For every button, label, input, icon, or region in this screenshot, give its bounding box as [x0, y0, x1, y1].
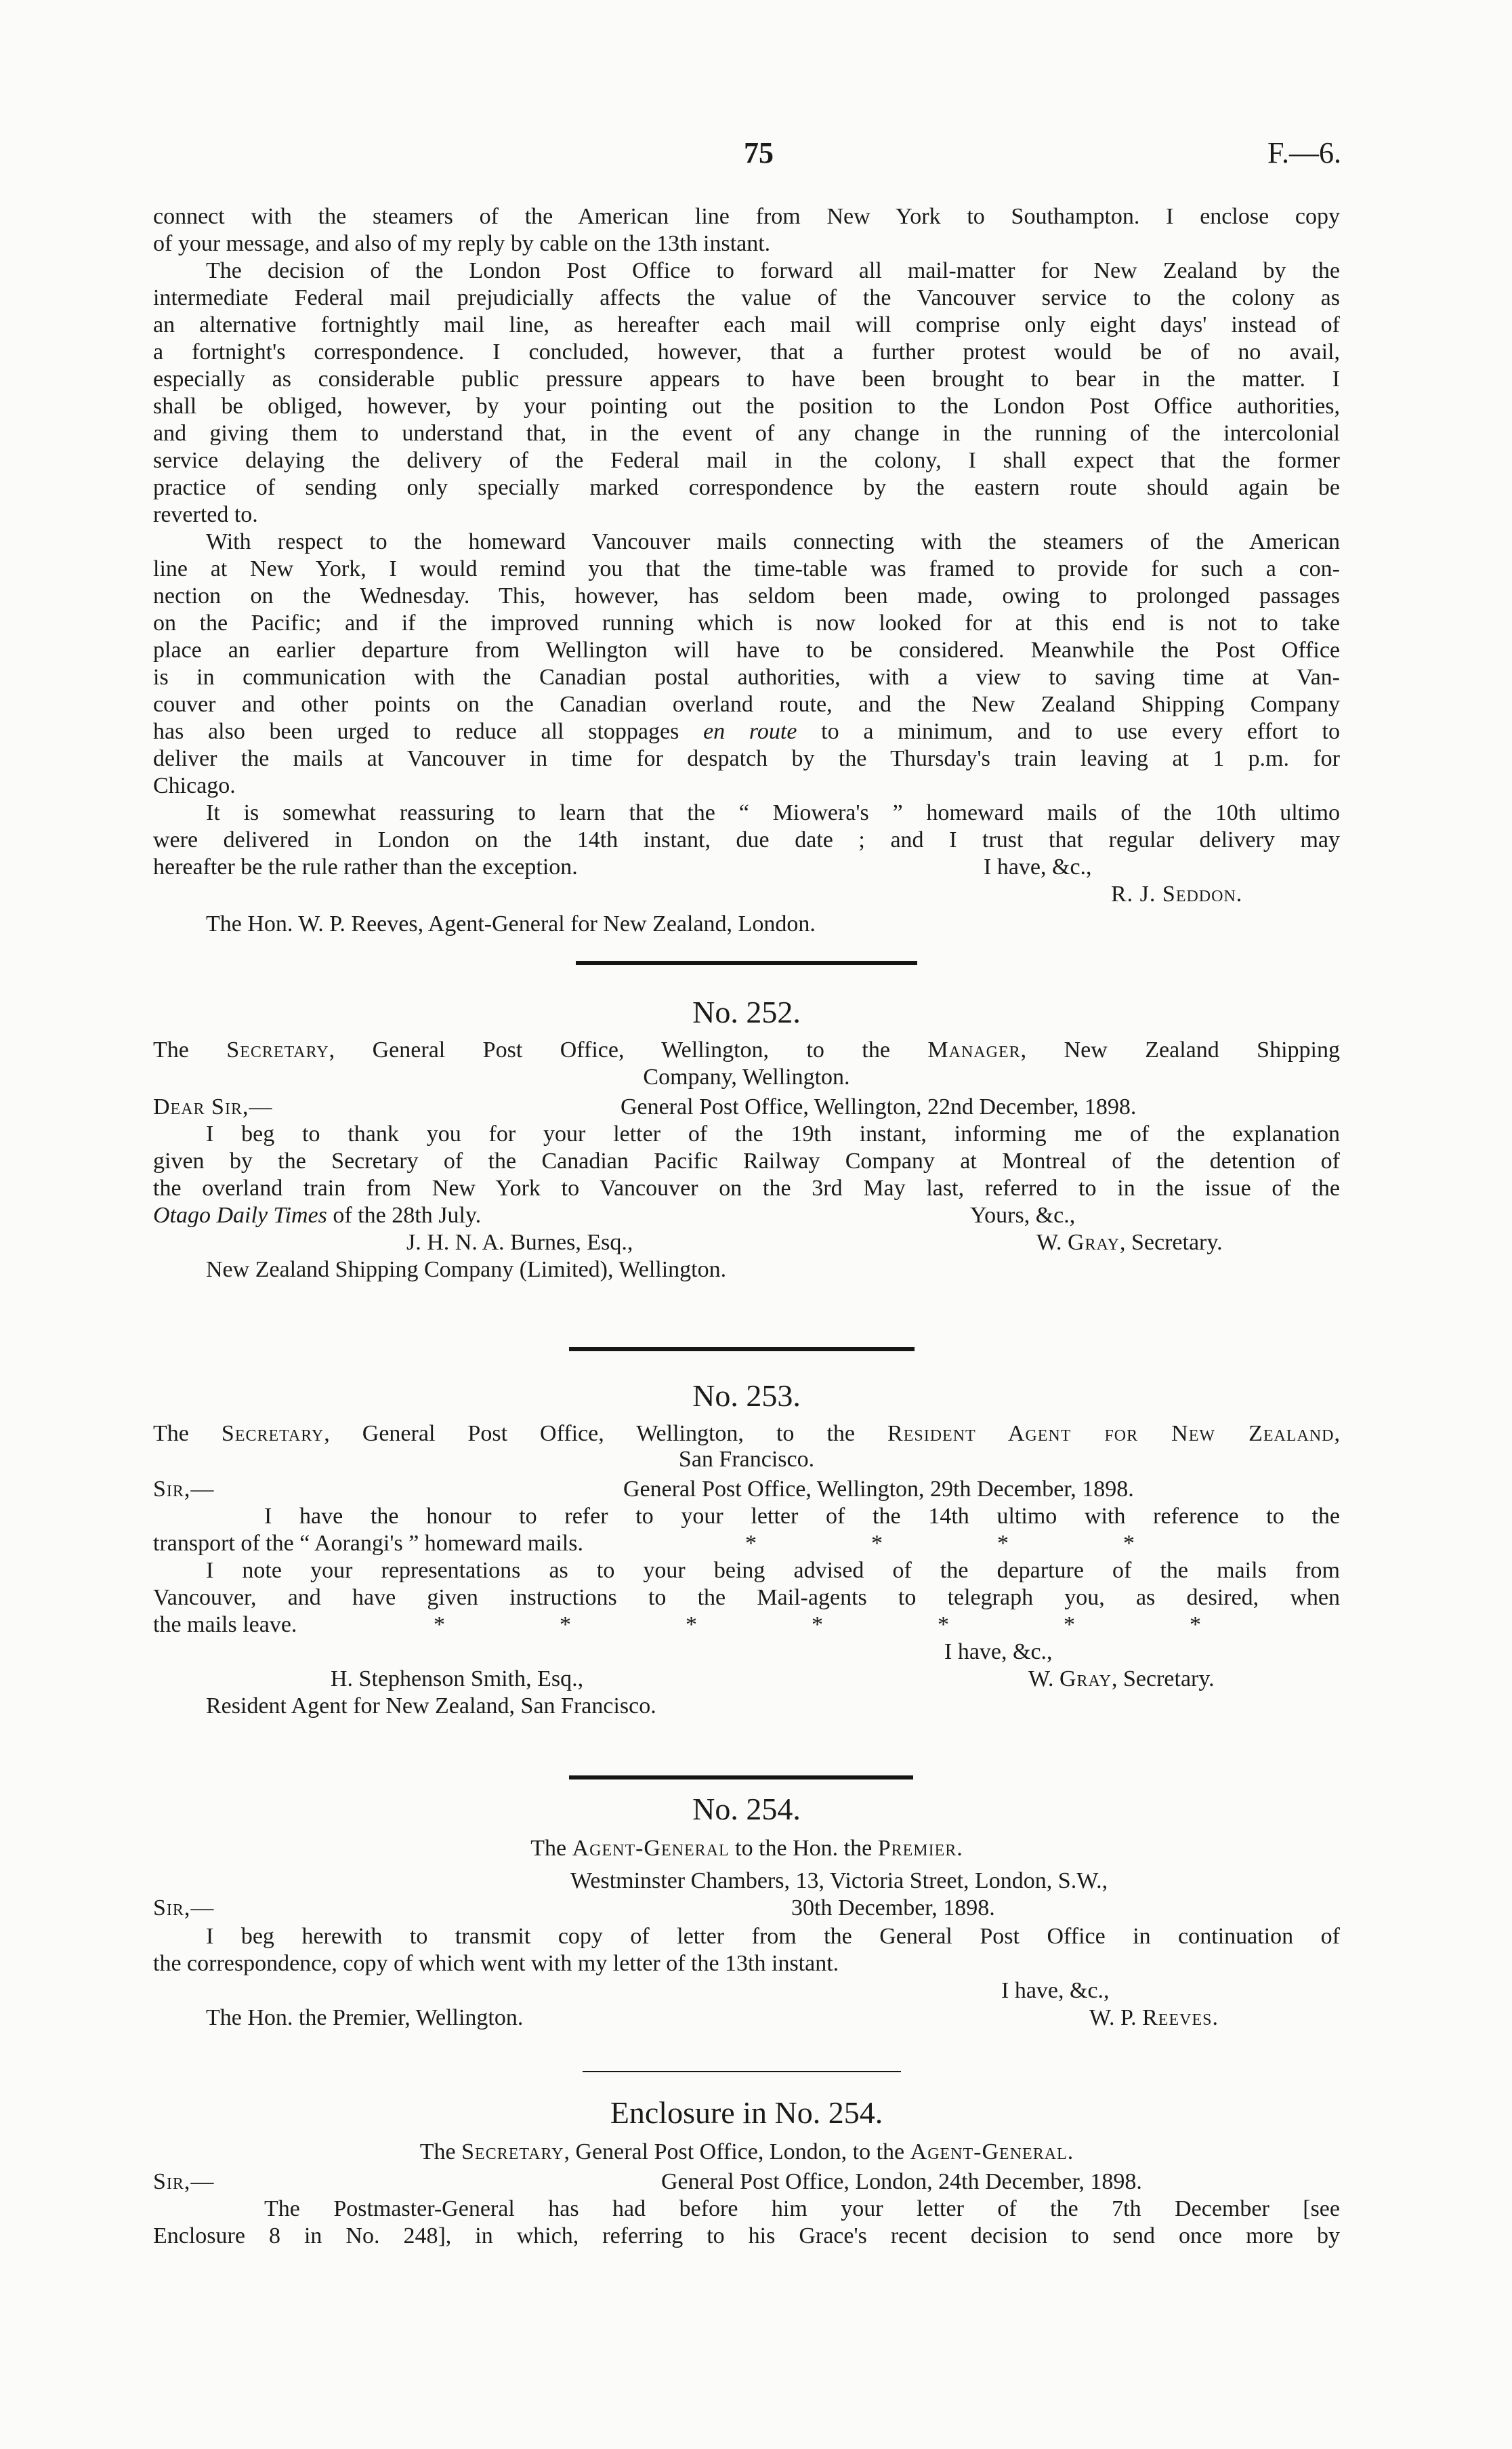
salutation: Sir,—	[153, 1477, 215, 1502]
dateline: General Post Office, London, 24th December, 1898.	[661, 2169, 1142, 2194]
address: Resident Agent for New Zealand, San Francisco.	[206, 1693, 656, 1719]
text-line: deliver the mails at Vancouver in time for despatch by the Thursday's train leaving at 1 p.m. for	[153, 746, 1340, 771]
section-heading: Company, Wellington.	[643, 1065, 850, 1090]
salutation: Sir,—	[153, 1895, 215, 1920]
text-line: The Postmaster-General has had before him your letter of the 7th December [see	[264, 2196, 1340, 2221]
text-line: of your message, and also of my reply by cable on the 13th instant.	[153, 231, 771, 256]
recipient: H. Stephenson Smith, Esq.,	[331, 1666, 584, 1691]
document-reference: F.—6.	[1267, 136, 1341, 169]
text-line: The decision of the London Post Office to forward all mail-matter for New Zealand by the	[206, 258, 1340, 283]
text-line: I beg to thank you for your letter of the 19th instant, informing me of the explanation	[206, 1121, 1340, 1147]
text-line: shall be obliged, however, by your pointing out the position to the London Post Office authorities,	[153, 394, 1340, 419]
address: New Zealand Shipping Company (Limited), Wellington.	[206, 1257, 727, 1282]
recipient: J. H. N. A. Burnes, Esq.,	[406, 1230, 633, 1255]
section-heading: The Secretary, General Post Office, London, to the Agent-General.	[419, 2139, 1074, 2164]
elision-marks: * * * * * * *	[434, 1612, 1201, 1637]
text-line: line at New York, I would remind you that the time-table was framed to provide for such a con-	[153, 556, 1340, 581]
text-line: practice of sending only specially marked correspondence by the eastern route should again be	[153, 475, 1340, 500]
section-title: No. 253.	[692, 1378, 801, 1413]
page-number: 75	[744, 136, 774, 169]
text-line: given by the Secretary of the Canadian Pacific Railway Company at Montreal of the detention of	[153, 1149, 1340, 1174]
text-line: It is somewhat reassuring to learn that the “ Miowera's ” homeward mails of the 10th ultimo	[206, 800, 1340, 825]
section-divider	[569, 1775, 913, 1779]
text-line: transport of the “ Aorangi's ” homeward mails.	[153, 1531, 583, 1556]
text-line: intermediate Federal mail prejudicially affects the value of the Vancouver service to the colony as	[153, 285, 1340, 310]
section-heading: San Francisco.	[678, 1447, 815, 1472]
text-line: I beg herewith to transmit copy of letter from the General Post Office in continuation of	[206, 1924, 1340, 1949]
section-divider	[583, 2071, 901, 2072]
text-line: Vancouver, and have given instructions to the Mail-agents to telegraph you, as desired, when	[153, 1585, 1340, 1610]
section-heading: The Secretary, General Post Office, Wellington, to the Resident Agent for New Zealand,	[153, 1421, 1341, 1446]
elision-marks: * * * *	[745, 1531, 1135, 1556]
text-line: and giving them to understand that, in the event of any change in the running of the intercolonial	[153, 421, 1340, 446]
section-divider	[569, 1347, 915, 1351]
closing: Yours, &c.,	[970, 1203, 1076, 1228]
text-line: connect with the steamers of the American line from New York to Southampton. I enclose copy	[153, 204, 1340, 229]
closing: I have, &c.,	[944, 1639, 1053, 1664]
text-line: place an earlier departure from Wellington will have to be considered. Meanwhile the Post Office	[153, 638, 1340, 663]
text-line: the mails leave.	[153, 1612, 297, 1637]
text-line: I have the honour to refer to your letter of the 14th ultimo with reference to the	[264, 1504, 1340, 1529]
text-line: service delaying the delivery of the Federal mail in the colony, I shall expect that the former	[153, 448, 1340, 473]
addressee: The Hon. W. P. Reeves, Agent-General for New Zealand, London.	[206, 911, 816, 937]
text-line: were delivered in London on the 14th instant, due date ; and I trust that regular delivery may	[153, 827, 1340, 852]
section-title: Enclosure in No. 254.	[610, 2095, 883, 2130]
signature: W. Gray, Secretary.	[1028, 1666, 1215, 1691]
section-title: No. 254.	[692, 1792, 801, 1826]
text-line: With respect to the homeward Vancouver mails connecting with the steamers of the American	[206, 529, 1340, 554]
dateline: General Post Office, Wellington, 22nd December, 1898.	[621, 1094, 1137, 1119]
signature: W. P. Reeves.	[1089, 2005, 1218, 2030]
signature: W. Gray, Secretary.	[1036, 1230, 1223, 1255]
text-line: reverted to.	[153, 502, 258, 527]
salutation: Sir,—	[153, 2169, 215, 2194]
closing: I have, &c.,	[1001, 1978, 1110, 2003]
text-line: a fortnight's correspondence. I concluded, however, that a further protest would be of no avail,	[153, 339, 1340, 365]
recipient: The Hon. the Premier, Wellington.	[206, 2005, 524, 2030]
text-line: nection on the Wednesday. This, however, has seldom been made, owing to prolonged passages	[153, 583, 1340, 609]
text-line: Otago Daily Times of the 28th July.	[153, 1203, 482, 1228]
section-heading: The Secretary, General Post Office, Wellington, to the Manager, New Zealand Shipping	[153, 1037, 1340, 1063]
text-line: Enclosure 8 in No. 248], in which, referring to his Grace's recent decision to send once more by	[153, 2223, 1340, 2248]
text-line: an alternative fortnightly mail line, as hereafter each mail will comprise only eight days' instead of	[153, 312, 1340, 337]
text-line: especially as considerable public pressure appears to have been brought to bear in the matter. I	[153, 367, 1340, 392]
text-line: Chicago.	[153, 773, 236, 798]
text-line: hereafter be the rule rather than the exception.	[153, 855, 578, 880]
section-heading: The Agent-General to the Hon. the Premier.	[530, 1836, 963, 1861]
section-divider	[576, 961, 917, 965]
text-line: couver and other points on the Canadian overland route, and the New Zealand Shipping Company	[153, 692, 1340, 717]
closing: I have, &c.,	[984, 855, 1092, 880]
text-line: the overland train from New York to Vancouver on the 3rd May last, referred to in the issue of the	[153, 1176, 1340, 1201]
signature: R. J. Seddon.	[1111, 882, 1243, 907]
address-line: 30th December, 1898.	[791, 1895, 995, 1920]
dateline: General Post Office, Wellington, 29th December, 1898.	[623, 1477, 1134, 1502]
text-line: is in communication with the Canadian postal authorities, with a view to saving time at Van-	[153, 665, 1340, 690]
section-title: No. 252.	[692, 995, 801, 1029]
salutation: Dear Sir,—	[153, 1094, 273, 1119]
text-line: the correspondence, copy of which went with my letter of the 13th instant.	[153, 1951, 839, 1976]
text-line: has also been urged to reduce all stoppages en route to a minimum, and to use every effort to	[153, 719, 1341, 744]
address-line: Westminster Chambers, 13, Victoria Street, London, S.W.,	[570, 1868, 1108, 1893]
text-line: I note your representations as to your being advised of the departure of the mails from	[206, 1558, 1340, 1583]
text-line: on the Pacific; and if the improved running which is now looked for at this end is not to take	[153, 611, 1340, 636]
